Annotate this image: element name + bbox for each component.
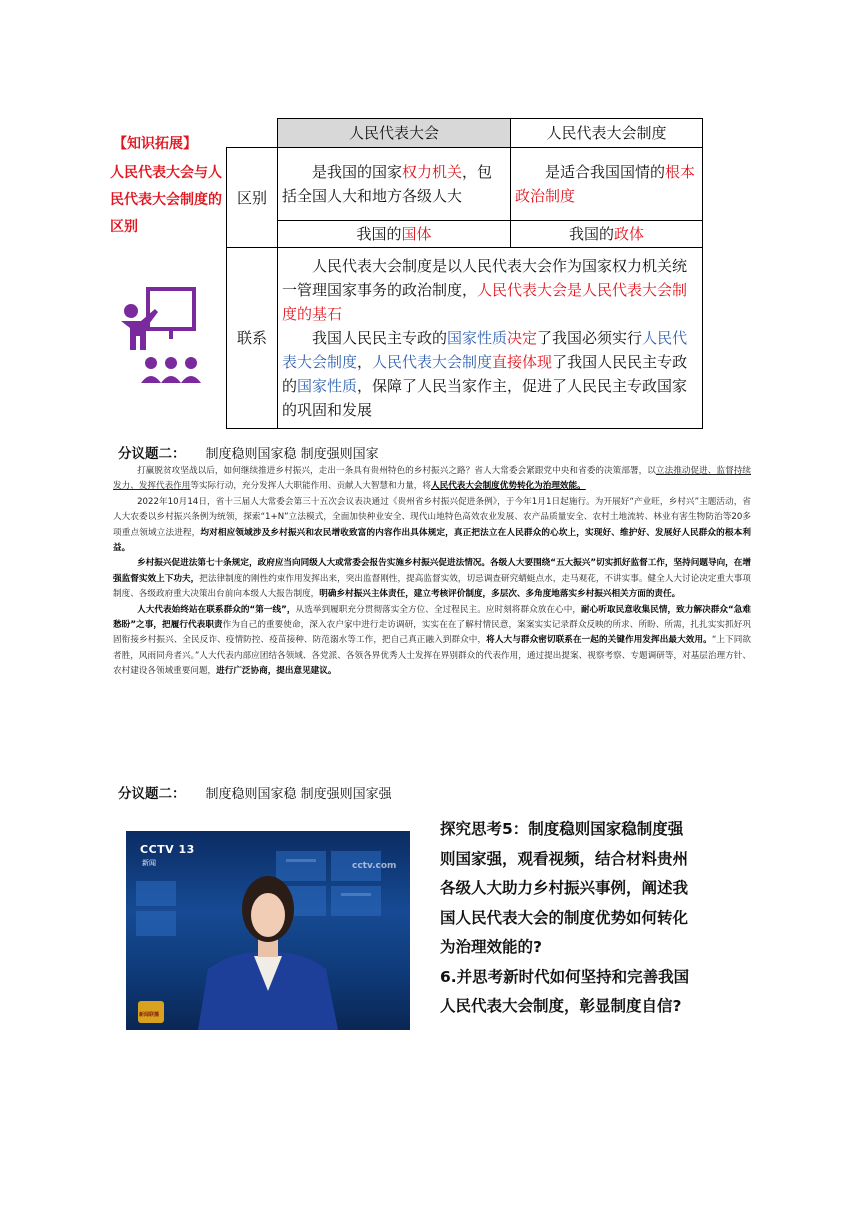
section-title: 制度稳则国家稳 制度强则国家强 <box>205 787 392 802</box>
channel-logo: CCTV 13 <box>140 843 195 856</box>
teacher-presentation-icon <box>116 285 208 397</box>
program-corner-logo: 新闻联播 <box>139 1012 160 1018</box>
header-npc: 人民代表大会 <box>278 119 511 148</box>
cctv-watermark: cctv.com <box>352 861 397 871</box>
channel-sub: 新闻 <box>142 859 156 867</box>
comparison-table <box>226 118 703 429</box>
question-5: 探究思考5：制度稳则国家稳制度强则国家强，观看视频，结合材料贵州各级人大助力乡村振兴事例，阐述我国人民代表大会的制度优势如何转化为治理效能的? <box>440 820 689 956</box>
section-heading-2 <box>118 782 392 802</box>
cell-connection <box>278 248 703 429</box>
knowledge-subtitle: 人民代表大会与人民代表大会制度的区别 <box>110 165 222 235</box>
material-text <box>113 464 751 680</box>
knowledge-tag: 【知识拓展】 <box>113 136 197 152</box>
question-6: 6.并思考新时代如何坚持和完善我国人民代表大会制度，彰显制度自信? <box>440 967 690 1015</box>
material-paragraph: 乡村振兴促进法第七十条规定，政府应当向同级人大或常委会报告实施乡村振兴促进法情况。各级人大要围绕“五大振兴”切实抓好监督工作，坚持问题导向，在增强监督实效上下功夫，把法律制度的刚性约束作用发挥出来，突出监督刚性，提高监督实效，切忌调查研究蜻蜓点水，走马观花，不讲实事。健全人大讨论决定重大事项制度、各级政府重大决策出台前向本级人大报告制度，明确乡村振兴主体责任，建立考核评价制度，多层次、多角度地落实乡村振兴相关方面的责任。 <box>113 558 751 600</box>
news-video-frame[interactable] <box>126 831 410 1030</box>
connection-paragraph-2: 我国人民民主专政的国家性质决定了我国必须实行人民代表大会制度，人民代表大会制度直接体现了我国人民民主专政的国家性质，保障了人民当家作主，促进了人民民主专政国家的巩固和发展 <box>282 329 688 419</box>
material-paragraph: 人大代表始终站在联系群众的“第一线”，从选举到履职充分贯彻落实全方位、全过程民主。应时刻将群众放在心中，耐心听取民意收集民情，致力解决群众“急难愁盼”之事，把履行代表职责作为自己的重要使命，深入农户家中进行走访调研，实实在在了解村情民意，案案实实记录群众反映的所求、所盼、所需，扎扎实实抓好巩固衔接乡村振兴、全民反诈、疫情防控、疫苗接种、防范溺水等工作，把自己真正融入到群众中，将人大与群众密切联系在一起的关键作用发挥出最大效用。“上下同欲者胜，风雨同舟者兴。”人大代表内部应团结各领域、各党派、各领各界优秀人士发挥在界别群众的代表作用，通过提出提案、视察考察、专题调研等，对基层治理方针、农村建设各领域重要问题，进行广泛协商，提出意见建议。 <box>113 604 751 677</box>
material-paragraph: 2022年10月14日，省十三届人大常委会第三十五次会议表决通过《贵州省乡村振兴促进条例》，于今年1月1日起施行。为开展好“产业旺，乡村兴”主题活动，省人大农委以乡村振兴条例为统领，探索“1+N”立法模式，全面加快种业安全、现代山地特色高效农业发展、农产品质量安全、农村土地流转、林业有害生物防治等20多项重点领域立法进程，均对相应领域涉及乡村振兴和农民增收致富的内容作出具体规定，真正把法立在人民群众的心坎上，实现好、维护好、发展好人民群众的根本利益。 <box>113 496 751 554</box>
material-paragraph: 打赢脱贫攻坚战以后，如何继续推进乡村振兴，走出一条具有贵州特色的乡村振兴之路？省人大常委会紧跟党中央和省委的决策部署，以立法推动促进、监督持续发力、发挥代表作用等实际行动，充分发挥人大职能作用、贡献人大智慧和力量，将人民代表大会制度优势转化为治理效能。 <box>113 466 751 492</box>
table-corner <box>227 119 278 148</box>
row-label-connection: 联系 <box>227 248 278 429</box>
section-label: 分议题二： <box>118 786 186 802</box>
connection-paragraph-1: 人民代表大会制度是以人民代表大会作为国家权力机关统一管理国家事务的政治制度，人民代表大会是人民代表大会制度的基石 <box>282 257 688 323</box>
cell-system-government-form: 我国的政体 <box>511 221 703 248</box>
cell-npc-difference: 是我国的国家权力机关，包括全国人大和地方各级人大 <box>278 148 511 221</box>
section-heading-1 <box>118 442 379 462</box>
cell-system-difference: 是适合我国国情的根本政治制度 <box>511 148 703 221</box>
header-npc-system: 人民代表大会制度 <box>511 119 703 148</box>
section-label: 分议题二： <box>118 446 186 462</box>
row-label-difference: 区别 <box>227 148 278 248</box>
inquiry-questions <box>440 815 690 1022</box>
cell-npc-state-system: 我国的国体 <box>278 221 511 248</box>
section-title: 制度稳则国家稳 制度强则国家 <box>205 447 379 462</box>
